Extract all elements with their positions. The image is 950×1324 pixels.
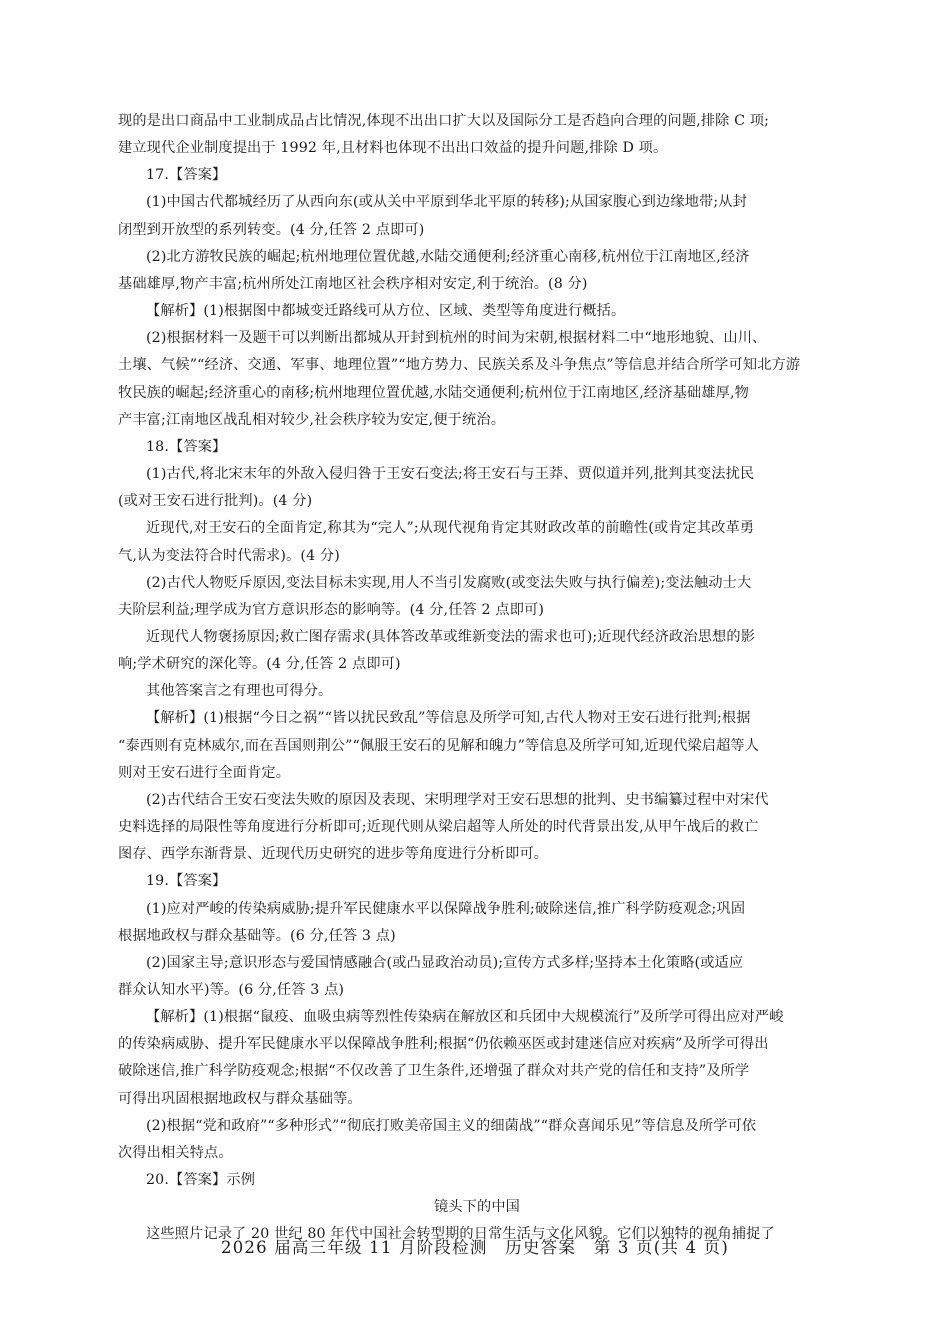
text-line: 其他答案言之有理也可得分。 xyxy=(146,683,333,700)
text-line: (或对王安石进行批判)。(4 分) xyxy=(118,493,313,510)
text-line: 18.【答案】 xyxy=(146,438,227,455)
text-line: 根据地政权与群众基础等。(6 分,任答 3 点) xyxy=(118,927,396,944)
text-line: 近现代人物褒扬原因;救亡图存需求(具体答改革或维新变法的需求也可);近现代经济政治思想的影 xyxy=(146,628,756,645)
text-line: 【解析】(1)根据图中都城变迁路线可从方位、区域、类型等角度进行概括。 xyxy=(146,303,626,320)
text-line: 基础雄厚,物产丰富;杭州所处江南地区社会秩序相对安定,利于统治。(8 分) xyxy=(118,275,588,292)
text-line: 产丰富;江南地区战乱相对较少,社会秩序较为安定,便于统治。 xyxy=(118,411,506,428)
text-line: 夫阶层利益;理学成为官方意识形态的影响等。(4 分,任答 2 点即可) xyxy=(118,601,545,618)
text-line: (2)根据材料一及题干可以判断出都城从开封到杭州的时间为宋朝,根据材料二中“地形地貌、山川、 xyxy=(146,330,767,347)
text-line: (1)中国古代都城经历了从西向东(或从关中平原到华北平原的转移);从国家腹心到边缘地带;从封 xyxy=(146,194,747,211)
document-body xyxy=(118,108,836,1249)
text-line: 19.【答案】 xyxy=(146,873,227,890)
text-line: 气,认为变法符合时代需求)。(4 分) xyxy=(118,547,340,564)
text-line: “泰西则有克林威尔,而在吾国则荆公”“佩服王安石的见解和魄力”等信息及所学可知,近现代梁启超等人 xyxy=(118,737,760,754)
text-line: (2)古代人物贬斥原因,变法目标未实现,用人不当引发腐败(或变法失败与执行偏差);变法触动士大 xyxy=(146,574,752,591)
text-line: 群众认知水平)等。(6 分,任答 3 点) xyxy=(118,982,345,998)
text-line: 17.【答案】 xyxy=(146,167,227,184)
text-line: (1)古代,将北宋末年的外敌入侵归咎于王安石变法;将王安石与王莽、贾似道并列,批判其变法扰民 xyxy=(146,466,755,483)
text-line: 土壤、气候”“经济、交通、军事、地理位置”“地方势力、民族关系及斗争焦点”等信息并结合所学可知北方游 xyxy=(118,357,801,374)
text-line: 破除迷信,推广科学防疫观念;根据“不仅改善了卫生条件,还增强了群众对共产党的信任和支持”及所学 xyxy=(118,1063,750,1080)
text-line: 闭型到开放型的系列转变。(4 分,任答 2 点即可) xyxy=(118,221,425,238)
page-footer: 2026 届高三年级 11 月阶段检测 历史答案 第 3 页(共 4 页) xyxy=(221,1238,729,1257)
text-line: 史料选择的局限性等角度进行分析即可;近现代则从梁启超等人所处的时代背景出发,从甲午战后的救亡 xyxy=(118,819,759,836)
text-line: 牧民族的崛起;经济重心的南移;杭州地理位置优越,水陆交通便利;杭州位于江南地区,经济基础雄厚,物 xyxy=(118,384,749,401)
text-line: 的传染病威胁、提升军民健康水平以保障战争胜利;根据“仍依赖巫医或封建迷信应对疾病”及所学可得出 xyxy=(118,1036,769,1053)
text-line: 20.【答案】示例 xyxy=(146,1172,256,1189)
text-line: 次得出相关特点。 xyxy=(118,1144,233,1161)
text-line: 现的是出口商品中工业制成品占比情况,体现不出出口扩大以及国际分工是否趋向合理的问题,排除 C 项; xyxy=(118,113,770,129)
text-line: 近现代,对王安石的全面肯定,称其为“完人”;从现代视角肯定其财政改革的前瞻性(或肯定其改革勇 xyxy=(146,520,755,537)
text-line: 【解析】(1)根据“今日之祸”“皆以扰民致乱”等信息及所学可知,古代人物对王安石进行批判;根据 xyxy=(146,710,751,727)
text-line: (2)古代结合王安石变法失败的原因及表现、宋明理学对王安石思想的批判、史书编纂过程中对宋代 xyxy=(146,791,769,808)
text-line: 则对王安石进行全面肯定。 xyxy=(118,764,291,781)
text-line: (2)国家主导;意识形态与爱国情感融合(或凸显政治动员);宣传方式多样;坚持本土化策略(或适应 xyxy=(146,954,744,971)
text-line: 建立现代企业制度提出于 1992 年,且材料也体现不出出口效益的提升问题,排除 D 项。 xyxy=(118,140,668,157)
text-line: (1)应对严峻的传染病威胁;提升军民健康水平以保障战争胜利;破除迷信,推广科学防疫观念;巩固 xyxy=(146,900,746,917)
section-title: 镜头下的中国 xyxy=(433,1199,521,1216)
text-line: 响;学术研究的深化等。(4 分,任答 2 点即可) xyxy=(118,656,401,673)
text-line: 可得出巩固根据地政权与群众基础等。 xyxy=(118,1090,362,1107)
text-line: 图存、西学东渐背景、近现代历史研究的进步等角度进行分析即可。 xyxy=(118,846,549,863)
text-line: 这些照片记录了 20 世纪 80 年代中国社会转型期的日常生活与文化风貌。它们以独特的视角捕捉了 xyxy=(146,1226,775,1243)
text-line: (2)北方游牧民族的崛起;杭州地理位置优越,水陆交通便利;经济重心南移,杭州位于江南地区,经济 xyxy=(146,248,750,265)
text-line: 【解析】(1)根据“鼠疫、血吸虫病等烈性传染病在解放区和兵团中大规模流行”及所学可得出应对严峻 xyxy=(146,1009,784,1026)
text-line: (2)根据“党和政府”“多种形式”“彻底打败美帝国主义的细菌战”“群众喜闻乐见”等信息及所学可依 xyxy=(146,1117,757,1134)
